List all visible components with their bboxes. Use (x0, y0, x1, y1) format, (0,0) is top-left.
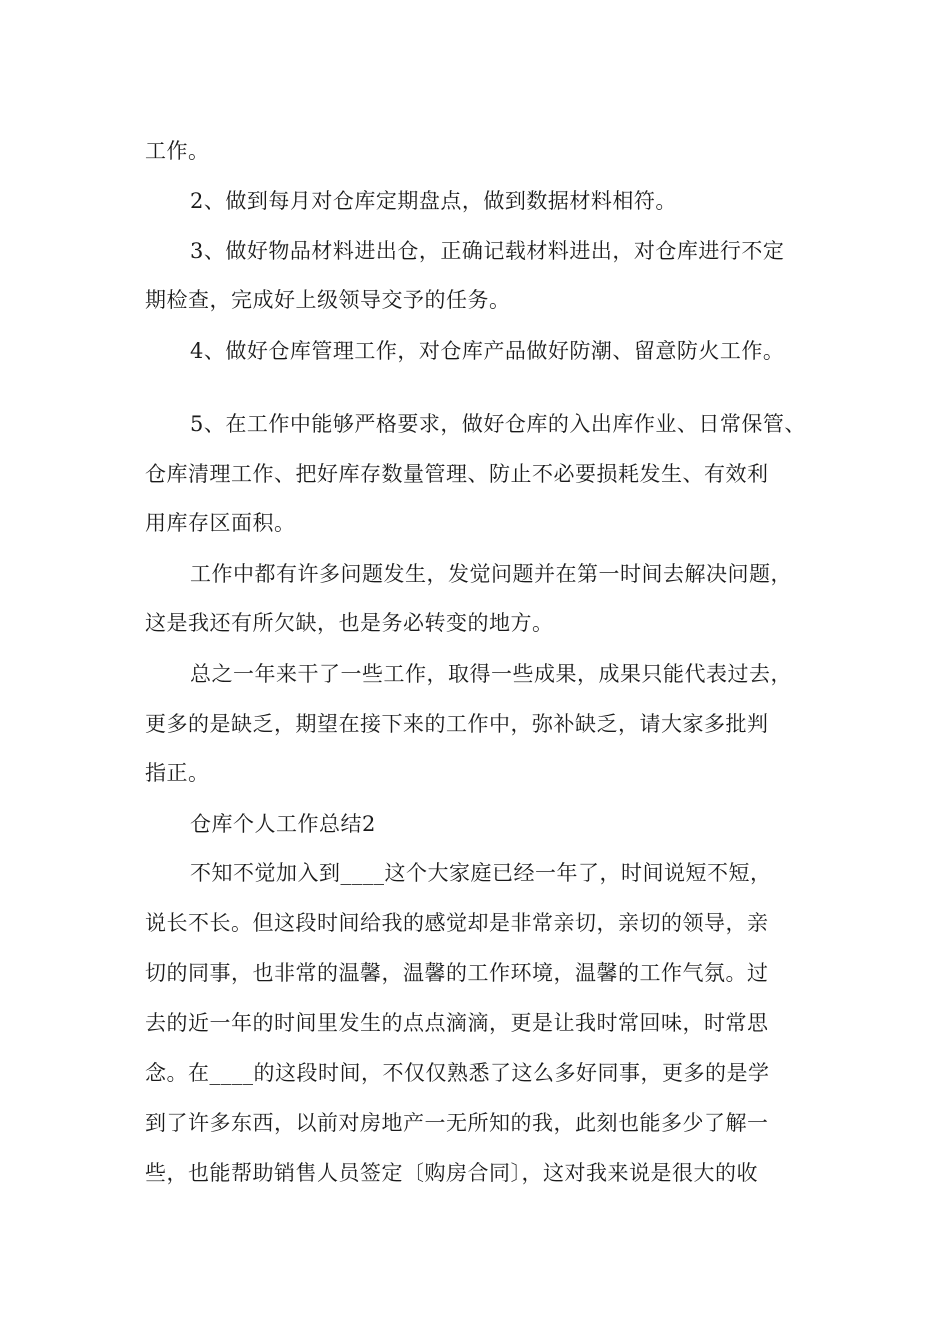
text-line: 不知不觉加入到____这个大家庭已经一年了，时间说短不短， (190, 861, 772, 885)
text-line: 3、做好物品材料进出仓，正确记载材料进出，对仓库进行不定 (190, 239, 785, 263)
text-line: 4、做好仓库管理工作，对仓库产品做好防潮、留意防火工作。 (190, 339, 785, 363)
text-line: 念。在____的这段时间，不仅仅熟悉了这么多好同事，更多的是学 (145, 1061, 770, 1085)
text-line: 工作中都有许多问题发生，发觉问题并在第一时间去解决问题， (190, 562, 792, 586)
text-line: 用库存区面积。 (145, 511, 296, 535)
text-line: 仓库清理工作、把好库存数量管理、防止不必要损耗发生、有效利 (145, 462, 769, 486)
text-line: 2、做到每月对仓库定期盘点，做到数据材料相符。 (190, 189, 677, 213)
text-line: 5、在工作中能够严格要求，做好仓库的入出库作业、日常保管、 (190, 412, 806, 436)
text-line: 切的同事，也非常的温馨，温馨的工作环境，温馨的工作气氛。过 (145, 961, 769, 985)
text-line: 期检查，完成好上级领导交予的任务。 (145, 288, 511, 312)
text-line: 总之一年来干了一些工作，取得一些成果，成果只能代表过去， (190, 662, 792, 686)
text-line: 更多的是缺乏，期望在接下来的工作中，弥补缺乏，请大家多批判 (145, 712, 769, 736)
section-heading: 仓库个人工作总结2 (190, 812, 376, 836)
text-line: 指正。 (145, 761, 210, 785)
text-line: 这是我还有所欠缺，也是务必转变的地方。 (145, 611, 554, 635)
text-line: 工作。 (145, 139, 210, 163)
text-line: 说长不长。但这段时间给我的感觉却是非常亲切，亲切的领导，亲 (145, 911, 769, 935)
text-line: 些，也能帮助销售人员签定〔购房合同〕，这对我来说是很大的收 (145, 1161, 758, 1185)
text-line: 到了许多东西，以前对房地产一无所知的我，此刻也能多少了解一 (145, 1111, 769, 1135)
text-line: 去的近一年的时间里发生的点点滴滴，更是让我时常回味，时常思 (145, 1011, 769, 1035)
